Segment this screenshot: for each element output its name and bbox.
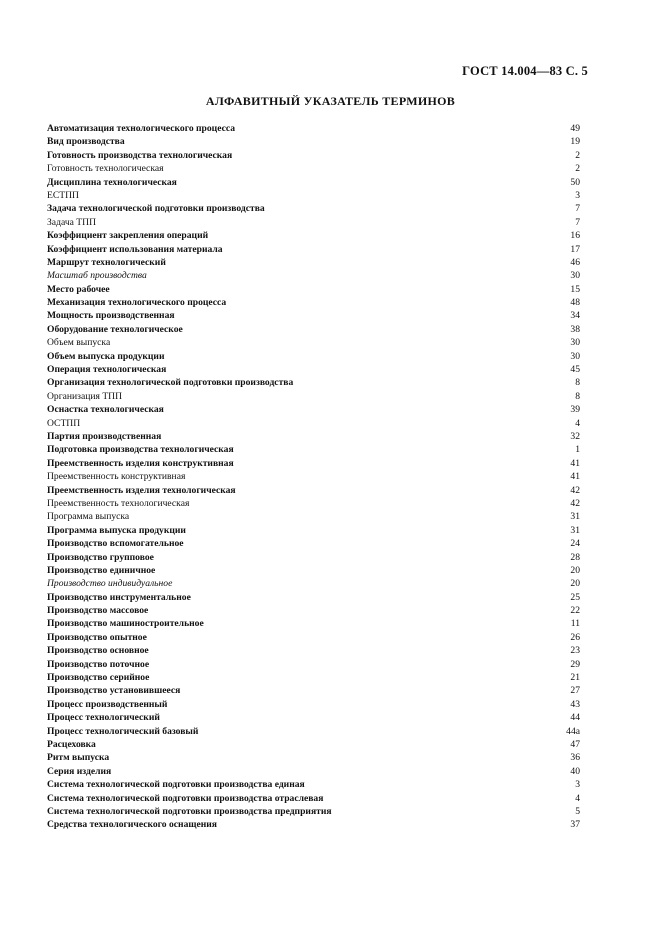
entry-term: Производство индивидуальное [47, 578, 173, 590]
entry-term: Система технологической подготовки производства единая [47, 779, 305, 791]
entry-page-number: 1 [575, 444, 580, 456]
entry-page-number: 7 [575, 216, 580, 228]
entry-page-number: 5 [575, 805, 580, 817]
entry-page-number: 49 [570, 123, 580, 134]
entry-term: Преемственность технологическая [47, 497, 190, 509]
entry-term: Организация ТПП [47, 390, 123, 402]
index-entry [47, 135, 580, 148]
index-entry [47, 323, 580, 336]
entry-term: Процесс технологический [47, 712, 160, 724]
entry-term: Коэффициент закрепления операций [47, 230, 209, 242]
index-entry [47, 524, 580, 537]
entry-page-number: 44а [566, 725, 580, 737]
entry-term: Производство машиностроительное [47, 618, 204, 630]
entry-page-number: 41 [570, 471, 580, 483]
entry-page-number: 47 [570, 738, 580, 750]
entry-page-number: 41 [570, 457, 580, 469]
index-entry [47, 738, 580, 751]
index-entry [47, 430, 580, 443]
index-entry [47, 443, 580, 456]
index-entry [47, 202, 580, 215]
entry-term: Место рабочее [47, 283, 110, 295]
entry-page-number: 27 [570, 685, 580, 697]
entry-page-number: 4 [575, 792, 580, 804]
index-entry [47, 229, 580, 242]
entry-page-number: 48 [570, 297, 580, 309]
index-entry [47, 551, 580, 564]
entry-page-number: 32 [570, 430, 580, 442]
entry-term: Готовность технологическая [47, 163, 164, 175]
index-entry [47, 363, 580, 376]
entry-page-number: 2 [575, 163, 580, 175]
entry-page-number: 43 [570, 698, 580, 710]
index-entry [47, 751, 580, 764]
index-entry [47, 256, 580, 269]
entry-page-number: 38 [570, 323, 580, 335]
entry-term: Преемственность конструктивная [47, 471, 186, 483]
index-entry [47, 309, 580, 322]
entry-term: Задача технологической подготовки производства [47, 203, 265, 215]
index-entry [47, 577, 580, 590]
index-entry [47, 470, 580, 483]
entry-page-number: 28 [570, 551, 580, 563]
term-index [47, 122, 580, 832]
entry-page-number: 3 [575, 189, 580, 201]
index-entry [47, 725, 580, 738]
entry-page-number: 45 [570, 364, 580, 376]
entry-term: Серия изделия [47, 765, 112, 777]
entry-term: Процесс производственный [47, 698, 168, 710]
entry-page-number: 3 [575, 779, 580, 791]
index-entry [47, 283, 580, 296]
index-entry [47, 269, 580, 282]
entry-term: Партия производственная [47, 430, 162, 442]
entry-page-number: 19 [570, 136, 580, 148]
index-entry [47, 216, 580, 229]
entry-term: Подготовка производства технологическая [47, 444, 234, 456]
entry-term: Мощность производственная [47, 310, 175, 322]
entry-page-number: 15 [570, 283, 580, 295]
index-entry [47, 805, 580, 818]
entry-term: Готовность производства технологическая [47, 149, 233, 161]
index-entry [47, 644, 580, 657]
index-entry [47, 149, 580, 162]
page-title: АЛФАВИТНЫЙ УКАЗАТЕЛЬ ТЕРМИНОВ [205, 94, 456, 108]
index-entry [47, 243, 580, 256]
entry-page-number: 22 [570, 605, 580, 617]
index-entry [47, 658, 580, 671]
entry-term: Процесс технологический базовый [47, 725, 199, 737]
entry-term: Оснастка технологическая [47, 404, 164, 416]
index-entry [47, 671, 580, 684]
entry-page-number: 23 [570, 645, 580, 657]
entry-term: Система технологической подготовки производства предприятия [47, 805, 332, 817]
index-entry [47, 336, 580, 349]
index-entry [47, 537, 580, 550]
entry-term: Расцеховка [47, 738, 96, 750]
index-entry [47, 684, 580, 697]
entry-page-number: 7 [575, 203, 580, 215]
entry-term: Объем выпуска [47, 337, 111, 349]
index-entry [47, 484, 580, 497]
index-entry [47, 176, 580, 189]
entry-page-number: 34 [570, 310, 580, 322]
entry-page-number: 31 [570, 524, 580, 536]
index-entry [47, 591, 580, 604]
entry-page-number: 26 [570, 631, 580, 643]
entry-page-number: 4 [575, 417, 580, 429]
entry-page-number: 44 [570, 712, 580, 724]
index-entry [47, 631, 580, 644]
entry-term: Операция технологическая [47, 364, 167, 376]
index-entry [47, 350, 580, 363]
index-entry [47, 162, 580, 175]
entry-page-number: 8 [575, 377, 580, 389]
index-entry [47, 604, 580, 617]
entry-term: Механизация технологического процесса [47, 297, 227, 309]
entry-term: Производство групповое [47, 551, 154, 563]
entry-term: Производство массовое [47, 605, 149, 617]
entry-term: Производство установившееся [47, 685, 181, 697]
index-entry [47, 510, 580, 523]
entry-term: Организация технологической подготовки производства [47, 377, 294, 389]
entry-term: Вид производства [47, 136, 125, 148]
index-entry [47, 711, 580, 724]
entry-term: Оборудование технологическое [47, 323, 183, 335]
entry-term: Автоматизация технологического процесса [47, 123, 236, 134]
index-entry [47, 778, 580, 791]
index-entry [47, 390, 580, 403]
entry-page-number: 16 [570, 230, 580, 242]
entry-page-number: 39 [570, 404, 580, 416]
entry-page-number: 20 [570, 578, 580, 590]
entry-page-number: 25 [570, 591, 580, 603]
entry-page-number: 30 [570, 337, 580, 349]
index-entry [47, 457, 580, 470]
entry-term: Задача ТПП [47, 216, 97, 228]
entry-term: ОСТПП [47, 417, 81, 429]
entry-term: Программа выпуска продукции [47, 524, 186, 536]
entry-page-number: 40 [570, 765, 580, 777]
entry-term: Дисциплина технологическая [47, 176, 177, 188]
entry-page-number: 31 [570, 511, 580, 523]
page-header: ГОСТ 14.004—83 С. 5 [462, 64, 588, 78]
entry-page-number: 20 [570, 564, 580, 576]
entry-term: Ритм выпуска [47, 752, 110, 764]
entry-term: Производство инструментальное [47, 591, 191, 603]
entry-term: Масштаб производства [47, 270, 147, 282]
entry-term: Маршрут технологический [47, 256, 166, 268]
entry-term: Система технологической подготовки производства отраслевая [47, 792, 324, 804]
entry-term: ЕСТПП [47, 189, 79, 201]
entry-term: Средства технологического оснащения [47, 819, 217, 831]
entry-page-number: 37 [570, 819, 580, 831]
entry-page-number: 42 [570, 497, 580, 509]
entry-page-number: 2 [575, 149, 580, 161]
entry-term: Производство вспомогательное [47, 538, 184, 550]
index-entry [47, 497, 580, 510]
entry-page-number: 29 [570, 658, 580, 670]
entry-term: Производство единичное [47, 564, 156, 576]
index-entry [47, 818, 580, 831]
entry-page-number: 50 [570, 176, 580, 188]
index-entry [47, 376, 580, 389]
index-entry [47, 765, 580, 778]
index-entry [47, 403, 580, 416]
entry-page-number: 30 [570, 270, 580, 282]
index-entry [47, 564, 580, 577]
entry-page-number: 8 [575, 390, 580, 402]
entry-page-number: 36 [570, 752, 580, 764]
index-entry [47, 296, 580, 309]
entry-page-number: 11 [570, 618, 580, 630]
entry-page-number: 42 [570, 484, 580, 496]
entry-page-number: 17 [570, 243, 580, 255]
index-entry [47, 417, 580, 430]
entry-term: Объем выпуска продукции [47, 350, 165, 362]
index-entry [47, 617, 580, 630]
entry-term: Преемственность изделия технологическая [47, 484, 236, 496]
index-entry [47, 189, 580, 202]
index-entry [47, 122, 580, 135]
entry-term: Преемственность изделия конструктивная [47, 457, 234, 469]
entry-term: Производство опытное [47, 631, 147, 643]
entry-page-number: 24 [570, 538, 580, 550]
entry-term: Программа выпуска [47, 511, 130, 523]
index-entry [47, 698, 580, 711]
entry-term: Производство поточное [47, 658, 150, 670]
entry-term: Коэффициент использования материала [47, 243, 223, 255]
entry-page-number: 21 [570, 672, 580, 684]
entry-term: Производство основное [47, 645, 149, 657]
entry-term: Производство серийное [47, 672, 150, 684]
entry-page-number: 46 [570, 256, 580, 268]
entry-page-number: 30 [570, 350, 580, 362]
index-entry [47, 792, 580, 805]
